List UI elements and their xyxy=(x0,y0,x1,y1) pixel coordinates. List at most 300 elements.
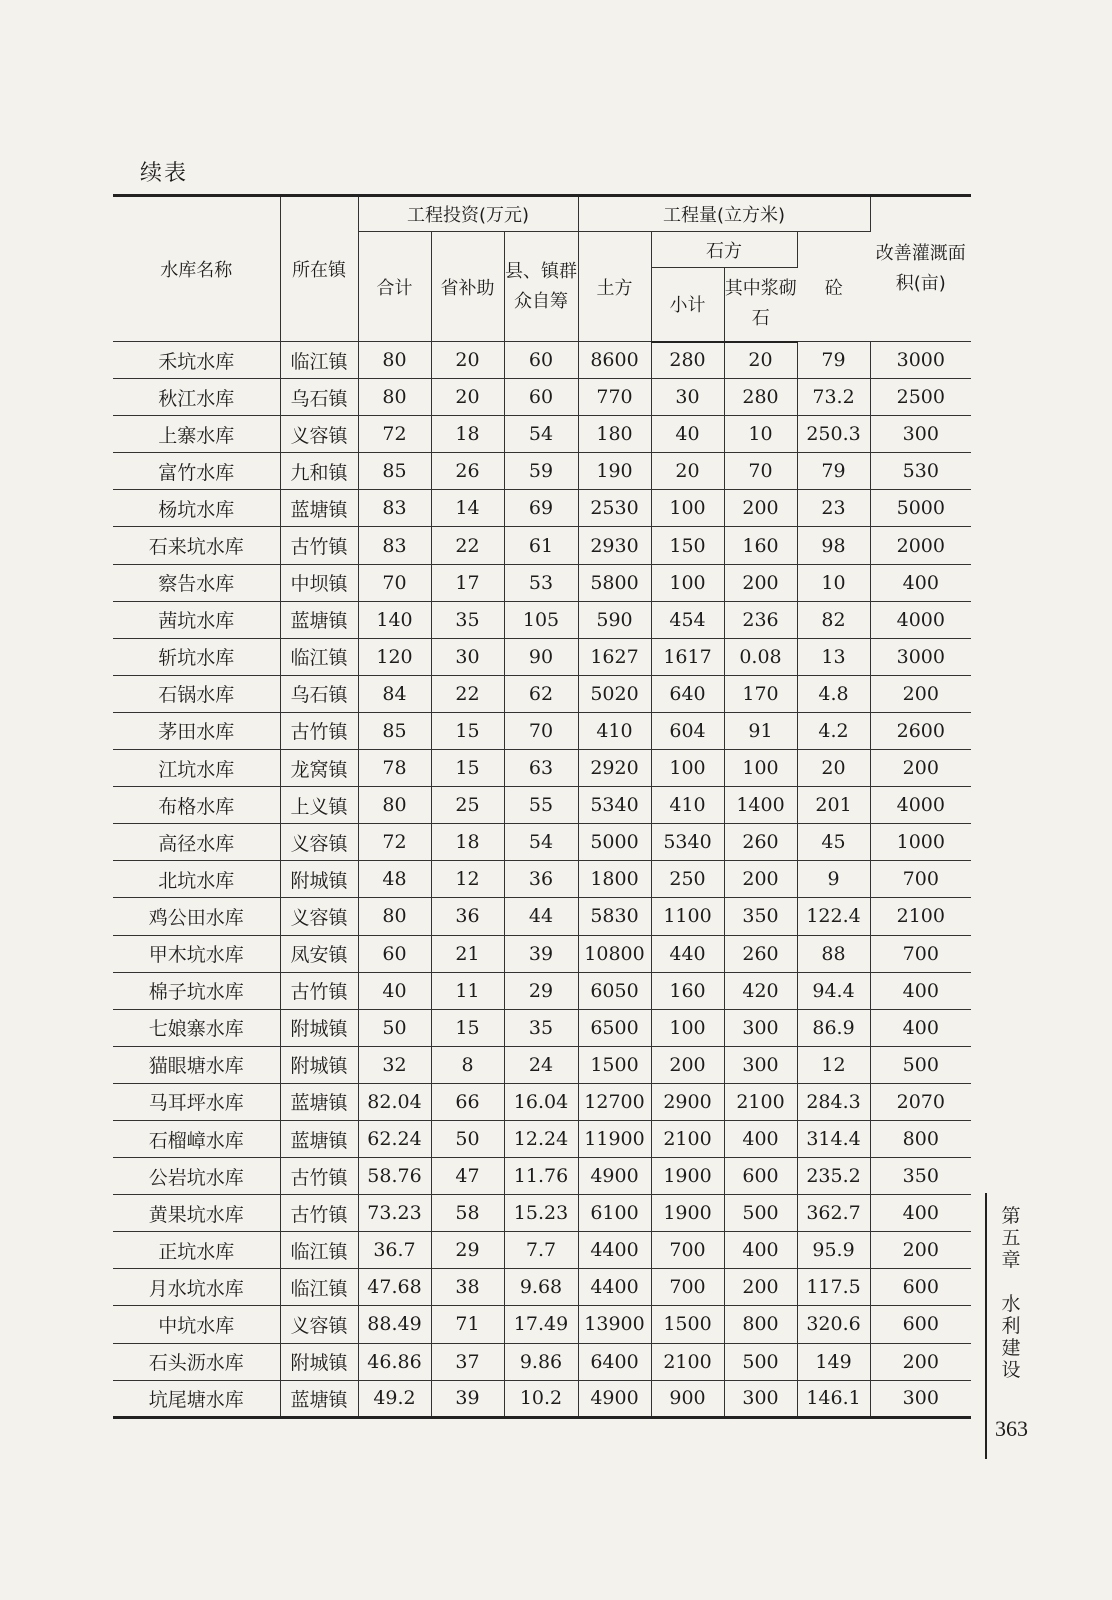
cell-town: 义容镇 xyxy=(280,898,358,935)
table-row xyxy=(113,1232,971,1269)
cell-town: 古竹镇 xyxy=(280,972,358,1009)
cell-investment-local: 54 xyxy=(504,416,578,453)
cell-investment-total: 73.23 xyxy=(358,1195,431,1232)
chapter-label: 第五章 xyxy=(1001,1205,1021,1271)
cell-name: 石头沥水库 xyxy=(113,1343,280,1380)
header-stonework: 石方 xyxy=(651,232,797,268)
cell-town: 乌石镇 xyxy=(280,379,358,416)
header-stonework-subtotal: 小计 xyxy=(651,268,724,342)
cell-concrete: 98 xyxy=(797,527,870,564)
cell-name: 石榴嶂水库 xyxy=(113,1120,280,1157)
header-investment-total: 合计 xyxy=(358,232,431,342)
table-row xyxy=(113,1195,971,1232)
cell-stonework-subtotal: 200 xyxy=(651,1046,724,1083)
section-label: 水利建设 xyxy=(1001,1293,1021,1381)
cell-concrete: 79 xyxy=(797,342,870,379)
cell-investment-local: 29 xyxy=(504,972,578,1009)
cell-stonework-masonry: 2100 xyxy=(724,1083,797,1120)
cell-investment-province: 17 xyxy=(431,564,504,601)
cell-irrigation: 2500 xyxy=(870,379,971,416)
cell-earthwork: 1627 xyxy=(578,638,651,675)
cell-town: 乌石镇 xyxy=(280,675,358,712)
cell-investment-total: 70 xyxy=(358,564,431,601)
cell-investment-total: 49.2 xyxy=(358,1380,431,1417)
cell-stonework-subtotal: 640 xyxy=(651,675,724,712)
cell-town: 义容镇 xyxy=(280,1306,358,1343)
cell-concrete: 117.5 xyxy=(797,1269,870,1306)
cell-stonework-masonry: 1400 xyxy=(724,787,797,824)
cell-earthwork: 410 xyxy=(578,712,651,749)
cell-earthwork: 180 xyxy=(578,416,651,453)
cell-investment-province: 66 xyxy=(431,1083,504,1120)
cell-investment-local: 69 xyxy=(504,490,578,527)
table-row xyxy=(113,564,971,601)
cell-investment-local: 59 xyxy=(504,453,578,490)
cell-town: 古竹镇 xyxy=(280,1195,358,1232)
cell-stonework-subtotal: 40 xyxy=(651,416,724,453)
cell-earthwork: 1500 xyxy=(578,1046,651,1083)
cell-town: 义容镇 xyxy=(280,416,358,453)
cell-town: 九和镇 xyxy=(280,453,358,490)
cell-stonework-subtotal: 1500 xyxy=(651,1306,724,1343)
cell-earthwork: 2930 xyxy=(578,527,651,564)
table-row xyxy=(113,1083,971,1120)
cell-investment-local: 7.7 xyxy=(504,1232,578,1269)
cell-irrigation: 350 xyxy=(870,1158,971,1195)
cell-investment-province: 15 xyxy=(431,712,504,749)
cell-investment-total: 60 xyxy=(358,935,431,972)
cell-name: 北坑水库 xyxy=(113,861,280,898)
cell-investment-local: 11.76 xyxy=(504,1158,578,1195)
cell-town: 蓝塘镇 xyxy=(280,1120,358,1157)
cell-earthwork: 6500 xyxy=(578,1009,651,1046)
cell-investment-local: 44 xyxy=(504,898,578,935)
cell-earthwork: 4900 xyxy=(578,1380,651,1417)
cell-town: 古竹镇 xyxy=(280,1158,358,1195)
cell-concrete: 149 xyxy=(797,1343,870,1380)
cell-stonework-masonry: 400 xyxy=(724,1232,797,1269)
cell-stonework-masonry: 300 xyxy=(724,1380,797,1417)
cell-concrete: 82 xyxy=(797,601,870,638)
cell-name: 七娘寨水库 xyxy=(113,1009,280,1046)
cell-investment-local: 17.49 xyxy=(504,1306,578,1343)
cell-name: 猫眼塘水库 xyxy=(113,1046,280,1083)
cell-stonework-subtotal: 150 xyxy=(651,527,724,564)
cell-investment-province: 8 xyxy=(431,1046,504,1083)
cell-earthwork: 5020 xyxy=(578,675,651,712)
cell-stonework-subtotal: 454 xyxy=(651,601,724,638)
cell-earthwork: 11900 xyxy=(578,1120,651,1157)
cell-irrigation: 500 xyxy=(870,1046,971,1083)
cell-name: 马耳坪水库 xyxy=(113,1083,280,1120)
table-row xyxy=(113,675,971,712)
table-row xyxy=(113,898,971,935)
cell-stonework-masonry: 100 xyxy=(724,750,797,787)
cell-concrete: 45 xyxy=(797,824,870,861)
header-investment: 工程投资(万元) xyxy=(358,196,578,232)
cell-irrigation: 3000 xyxy=(870,638,971,675)
cell-concrete: 10 xyxy=(797,564,870,601)
cell-investment-total: 85 xyxy=(358,712,431,749)
cell-irrigation: 600 xyxy=(870,1269,971,1306)
cell-investment-local: 53 xyxy=(504,564,578,601)
cell-concrete: 9 xyxy=(797,861,870,898)
cell-investment-province: 12 xyxy=(431,861,504,898)
cell-name: 石锅水库 xyxy=(113,675,280,712)
cell-irrigation: 600 xyxy=(870,1306,971,1343)
cell-concrete: 201 xyxy=(797,787,870,824)
cell-irrigation: 530 xyxy=(870,453,971,490)
cell-concrete: 4.2 xyxy=(797,712,870,749)
cell-investment-total: 80 xyxy=(358,342,431,379)
cell-town: 蓝塘镇 xyxy=(280,1380,358,1417)
cell-earthwork: 4400 xyxy=(578,1269,651,1306)
cell-name: 石来坑水库 xyxy=(113,527,280,564)
side-rule xyxy=(985,1193,987,1459)
cell-investment-province: 18 xyxy=(431,416,504,453)
cell-investment-local: 16.04 xyxy=(504,1083,578,1120)
cell-stonework-subtotal: 440 xyxy=(651,935,724,972)
cell-stonework-subtotal: 700 xyxy=(651,1232,724,1269)
table-row xyxy=(113,1269,971,1306)
cell-concrete: 79 xyxy=(797,453,870,490)
cell-investment-province: 22 xyxy=(431,675,504,712)
cell-concrete: 88 xyxy=(797,935,870,972)
table-row xyxy=(113,1343,971,1380)
cell-earthwork: 2920 xyxy=(578,750,651,787)
cell-earthwork: 5340 xyxy=(578,787,651,824)
table-row xyxy=(113,972,971,1009)
cell-irrigation: 2600 xyxy=(870,712,971,749)
cell-concrete: 73.2 xyxy=(797,379,870,416)
cell-concrete: 94.4 xyxy=(797,972,870,1009)
table-row xyxy=(113,1306,971,1343)
cell-earthwork: 5800 xyxy=(578,564,651,601)
cell-concrete: 95.9 xyxy=(797,1232,870,1269)
cell-investment-local: 60 xyxy=(504,379,578,416)
cell-investment-local: 9.86 xyxy=(504,1343,578,1380)
cell-investment-province: 26 xyxy=(431,453,504,490)
cell-investment-total: 80 xyxy=(358,898,431,935)
cell-investment-local: 12.24 xyxy=(504,1120,578,1157)
cell-town: 凤安镇 xyxy=(280,935,358,972)
cell-investment-province: 29 xyxy=(431,1232,504,1269)
cell-earthwork: 770 xyxy=(578,379,651,416)
cell-irrigation: 400 xyxy=(870,564,971,601)
cell-investment-province: 22 xyxy=(431,527,504,564)
cell-investment-local: 36 xyxy=(504,861,578,898)
cell-town: 蓝塘镇 xyxy=(280,490,358,527)
cell-earthwork: 1800 xyxy=(578,861,651,898)
cell-investment-province: 20 xyxy=(431,342,504,379)
header-quantity: 工程量(立方米) xyxy=(578,196,870,232)
cell-irrigation: 400 xyxy=(870,1195,971,1232)
cell-irrigation: 2000 xyxy=(870,527,971,564)
cell-stonework-subtotal: 20 xyxy=(651,453,724,490)
cell-stonework-masonry: 200 xyxy=(724,1269,797,1306)
cell-irrigation: 2070 xyxy=(870,1083,971,1120)
cell-name: 富竹水库 xyxy=(113,453,280,490)
cell-stonework-subtotal: 604 xyxy=(651,712,724,749)
cell-investment-local: 90 xyxy=(504,638,578,675)
cell-town: 临江镇 xyxy=(280,638,358,675)
cell-town: 上义镇 xyxy=(280,787,358,824)
cell-investment-total: 47.68 xyxy=(358,1269,431,1306)
cell-earthwork: 13900 xyxy=(578,1306,651,1343)
cell-investment-total: 83 xyxy=(358,490,431,527)
cell-investment-province: 39 xyxy=(431,1380,504,1417)
cell-investment-total: 84 xyxy=(358,675,431,712)
cell-stonework-subtotal: 1100 xyxy=(651,898,724,935)
cell-investment-province: 11 xyxy=(431,972,504,1009)
cell-investment-total: 82.04 xyxy=(358,1083,431,1120)
reservoir-table xyxy=(113,194,971,1419)
cell-investment-province: 50 xyxy=(431,1120,504,1157)
cell-irrigation: 400 xyxy=(870,1009,971,1046)
cell-investment-province: 71 xyxy=(431,1306,504,1343)
cell-town: 蓝塘镇 xyxy=(280,1083,358,1120)
cell-stonework-masonry: 280 xyxy=(724,379,797,416)
cell-investment-total: 80 xyxy=(358,379,431,416)
cell-stonework-masonry: 70 xyxy=(724,453,797,490)
cell-investment-province: 20 xyxy=(431,379,504,416)
cell-irrigation: 800 xyxy=(870,1120,971,1157)
cell-concrete: 314.4 xyxy=(797,1120,870,1157)
cell-town: 临江镇 xyxy=(280,342,358,379)
cell-name: 高径水库 xyxy=(113,824,280,861)
cell-name: 布格水库 xyxy=(113,787,280,824)
cell-stonework-masonry: 350 xyxy=(724,898,797,935)
table-row xyxy=(113,1046,971,1083)
cell-name: 黄果坑水库 xyxy=(113,1195,280,1232)
cell-investment-total: 72 xyxy=(358,416,431,453)
cell-earthwork: 5000 xyxy=(578,824,651,861)
cell-stonework-subtotal: 250 xyxy=(651,861,724,898)
cell-name: 茅田水库 xyxy=(113,712,280,749)
cell-earthwork: 190 xyxy=(578,453,651,490)
cell-irrigation: 4000 xyxy=(870,787,971,824)
table-row xyxy=(113,787,971,824)
cell-stonework-subtotal: 100 xyxy=(651,750,724,787)
cell-investment-province: 15 xyxy=(431,1009,504,1046)
cell-stonework-masonry: 500 xyxy=(724,1343,797,1380)
cell-earthwork: 12700 xyxy=(578,1083,651,1120)
cell-town: 龙窝镇 xyxy=(280,750,358,787)
table-row xyxy=(113,1120,971,1157)
cell-investment-local: 55 xyxy=(504,787,578,824)
cell-concrete: 86.9 xyxy=(797,1009,870,1046)
cell-name: 鸡公田水库 xyxy=(113,898,280,935)
cell-investment-local: 62 xyxy=(504,675,578,712)
cell-investment-province: 15 xyxy=(431,750,504,787)
cell-earthwork: 4900 xyxy=(578,1158,651,1195)
cell-investment-total: 83 xyxy=(358,527,431,564)
cell-name: 斩坑水库 xyxy=(113,638,280,675)
cell-stonework-masonry: 800 xyxy=(724,1306,797,1343)
cell-investment-total: 78 xyxy=(358,750,431,787)
cell-stonework-subtotal: 100 xyxy=(651,1009,724,1046)
cell-stonework-subtotal: 1617 xyxy=(651,638,724,675)
cell-earthwork: 6100 xyxy=(578,1195,651,1232)
cell-concrete: 235.2 xyxy=(797,1158,870,1195)
cell-investment-total: 88.49 xyxy=(358,1306,431,1343)
cell-concrete: 122.4 xyxy=(797,898,870,935)
cell-stonework-masonry: 400 xyxy=(724,1120,797,1157)
cell-stonework-subtotal: 280 xyxy=(651,342,724,379)
cell-stonework-masonry: 200 xyxy=(724,861,797,898)
cell-concrete: 23 xyxy=(797,490,870,527)
page-number: 363 xyxy=(995,1416,1028,1441)
table-row xyxy=(113,379,971,416)
cell-irrigation: 4000 xyxy=(870,601,971,638)
cell-concrete: 4.8 xyxy=(797,675,870,712)
cell-investment-local: 39 xyxy=(504,935,578,972)
cell-investment-total: 50 xyxy=(358,1009,431,1046)
cell-irrigation: 300 xyxy=(870,416,971,453)
table-body xyxy=(113,342,971,1418)
header-concrete: 砼 xyxy=(797,232,870,342)
cell-stonework-masonry: 91 xyxy=(724,712,797,749)
cell-stonework-masonry: 20 xyxy=(724,342,797,379)
cell-concrete: 320.6 xyxy=(797,1306,870,1343)
cell-stonework-masonry: 236 xyxy=(724,601,797,638)
header-irrigation: 改善灌溉面积(亩) xyxy=(870,196,971,342)
cell-irrigation: 700 xyxy=(870,861,971,898)
cell-concrete: 146.1 xyxy=(797,1380,870,1417)
cell-name: 棉子坑水库 xyxy=(113,972,280,1009)
table-row xyxy=(113,453,971,490)
cell-stonework-subtotal: 5340 xyxy=(651,824,724,861)
cell-stonework-subtotal: 100 xyxy=(651,490,724,527)
header-town: 所在镇 xyxy=(280,196,358,342)
cell-investment-local: 24 xyxy=(504,1046,578,1083)
cell-investment-local: 10.2 xyxy=(504,1380,578,1417)
cell-investment-local: 105 xyxy=(504,601,578,638)
cell-irrigation: 400 xyxy=(870,972,971,1009)
cell-concrete: 20 xyxy=(797,750,870,787)
cell-name: 公岩坑水库 xyxy=(113,1158,280,1195)
cell-investment-total: 62.24 xyxy=(358,1120,431,1157)
table-row xyxy=(113,490,971,527)
cell-investment-local: 15.23 xyxy=(504,1195,578,1232)
cell-name: 上寨水库 xyxy=(113,416,280,453)
cell-concrete: 362.7 xyxy=(797,1195,870,1232)
cell-investment-total: 120 xyxy=(358,638,431,675)
cell-investment-total: 85 xyxy=(358,453,431,490)
cell-stonework-masonry: 170 xyxy=(724,675,797,712)
cell-stonework-subtotal: 900 xyxy=(651,1380,724,1417)
cell-investment-province: 38 xyxy=(431,1269,504,1306)
cell-investment-total: 48 xyxy=(358,861,431,898)
cell-name: 甲木坑水库 xyxy=(113,935,280,972)
table-row xyxy=(113,1009,971,1046)
cell-stonework-masonry: 0.08 xyxy=(724,638,797,675)
cell-name: 茜坑水库 xyxy=(113,601,280,638)
cell-stonework-masonry: 200 xyxy=(724,490,797,527)
cell-town: 临江镇 xyxy=(280,1232,358,1269)
table-row xyxy=(113,824,971,861)
cell-earthwork: 8600 xyxy=(578,342,651,379)
cell-stonework-subtotal: 410 xyxy=(651,787,724,824)
cell-name: 正坑水库 xyxy=(113,1232,280,1269)
cell-concrete: 284.3 xyxy=(797,1083,870,1120)
cell-name: 秋江水库 xyxy=(113,379,280,416)
header-name: 水库名称 xyxy=(113,196,280,342)
cell-stonework-masonry: 260 xyxy=(724,824,797,861)
table-row xyxy=(113,527,971,564)
cell-stonework-masonry: 160 xyxy=(724,527,797,564)
cell-irrigation: 5000 xyxy=(870,490,971,527)
cell-stonework-masonry: 500 xyxy=(724,1195,797,1232)
cell-irrigation: 200 xyxy=(870,750,971,787)
cell-stonework-masonry: 600 xyxy=(724,1158,797,1195)
cell-name: 杨坑水库 xyxy=(113,490,280,527)
cell-investment-province: 14 xyxy=(431,490,504,527)
table-row xyxy=(113,638,971,675)
cell-investment-local: 70 xyxy=(504,712,578,749)
cell-investment-local: 61 xyxy=(504,527,578,564)
cell-name: 月水坑水库 xyxy=(113,1269,280,1306)
cell-investment-local: 54 xyxy=(504,824,578,861)
cell-stonework-subtotal: 160 xyxy=(651,972,724,1009)
cell-stonework-subtotal: 2900 xyxy=(651,1083,724,1120)
cell-earthwork: 10800 xyxy=(578,935,651,972)
cell-irrigation: 2100 xyxy=(870,898,971,935)
cell-irrigation: 200 xyxy=(870,675,971,712)
header-investment-local: 县、镇群众自筹 xyxy=(504,232,578,342)
cell-investment-total: 46.86 xyxy=(358,1343,431,1380)
table-row xyxy=(113,1380,971,1417)
table-row xyxy=(113,342,971,379)
cell-investment-total: 80 xyxy=(358,787,431,824)
cell-town: 古竹镇 xyxy=(280,712,358,749)
cell-stonework-masonry: 260 xyxy=(724,935,797,972)
cell-investment-total: 58.76 xyxy=(358,1158,431,1195)
header-investment-province: 省补助 xyxy=(431,232,504,342)
table-row xyxy=(113,750,971,787)
table-caption: 续表 xyxy=(140,161,189,186)
cell-investment-total: 40 xyxy=(358,972,431,1009)
cell-name: 中坑水库 xyxy=(113,1306,280,1343)
cell-stonework-subtotal: 100 xyxy=(651,564,724,601)
cell-investment-total: 72 xyxy=(358,824,431,861)
cell-irrigation: 3000 xyxy=(870,342,971,379)
table-header xyxy=(113,196,971,342)
cell-name: 察告水库 xyxy=(113,564,280,601)
cell-irrigation: 700 xyxy=(870,935,971,972)
cell-irrigation: 200 xyxy=(870,1232,971,1269)
cell-stonework-subtotal: 1900 xyxy=(651,1195,724,1232)
table-row xyxy=(113,601,971,638)
cell-concrete: 250.3 xyxy=(797,416,870,453)
cell-name: 禾坑水库 xyxy=(113,342,280,379)
cell-town: 附城镇 xyxy=(280,861,358,898)
cell-investment-province: 25 xyxy=(431,787,504,824)
cell-stonework-masonry: 200 xyxy=(724,564,797,601)
cell-town: 义容镇 xyxy=(280,824,358,861)
cell-town: 附城镇 xyxy=(280,1343,358,1380)
cell-investment-province: 58 xyxy=(431,1195,504,1232)
cell-earthwork: 2530 xyxy=(578,490,651,527)
cell-investment-total: 140 xyxy=(358,601,431,638)
cell-investment-province: 37 xyxy=(431,1343,504,1380)
cell-concrete: 13 xyxy=(797,638,870,675)
cell-investment-province: 36 xyxy=(431,898,504,935)
cell-investment-local: 60 xyxy=(504,342,578,379)
cell-stonework-masonry: 10 xyxy=(724,416,797,453)
cell-investment-province: 18 xyxy=(431,824,504,861)
cell-town: 蓝塘镇 xyxy=(280,601,358,638)
